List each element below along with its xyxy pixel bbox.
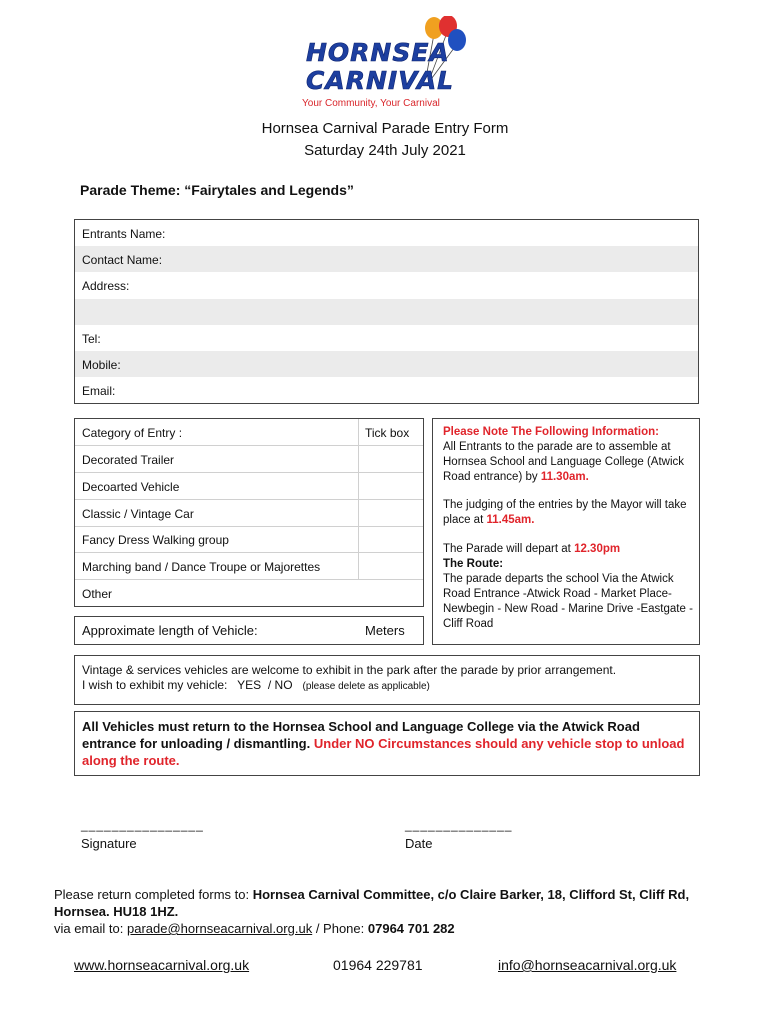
tick-box-header: Tick box [365, 426, 410, 440]
judging-info: The judging of the entries by the Mayor will take place at 11.45am. [443, 499, 687, 526]
return-address: Hornsea Carnival Committee, c/o Claire Barker, 18, Clifford St, Cliff Rd, Hornsea. HU18 1HZ. [54, 887, 690, 919]
category-label: Decorated Trailer [82, 453, 175, 467]
category-row[interactable] [75, 473, 423, 500]
category-row[interactable] [75, 500, 423, 527]
exhibit-yes-no[interactable]: I wish to exhibit my vehicle: YES / NO [82, 678, 293, 692]
assembly-info: All Entrants to the parade are to assemble at Hornsea School and Language College (Atwick Road entrance) by 11.30am. [443, 441, 685, 483]
date-label: Date [405, 836, 433, 851]
no-stop-warning: Under NO Circumstances should any vehicle stop to unload along the route. [82, 736, 685, 768]
info-email-link[interactable]: info@hornseacarnival.org.uk [498, 957, 677, 973]
information-box [432, 418, 700, 645]
category-row[interactable] [75, 580, 423, 607]
website-link[interactable]: www.hornseacarnival.org.uk [74, 957, 250, 973]
category-label: Marching band / Dance Troupe or Majorettes [82, 560, 321, 574]
vintage-info: Vintage & services vehicles are welcome to exhibit in the park after the parade by prior arrangement. [82, 663, 617, 677]
depart-info: The Parade will depart at 12.30pm [443, 543, 621, 555]
parade-phone: 07964 701 282 [367, 921, 455, 936]
address-line2-field[interactable] [75, 299, 698, 325]
logo-text-hornsea: HORNSEA [306, 38, 450, 67]
mobile-field[interactable]: Mobile: [75, 351, 698, 377]
category-label: Fancy Dress Walking group [82, 533, 229, 547]
route-label: The Route: [443, 558, 504, 570]
vintage-exhibit-box [74, 655, 700, 705]
vehicle-length-field[interactable] [74, 616, 424, 645]
category-header: Category of Entry : [75, 419, 423, 446]
category-row[interactable] [75, 553, 423, 580]
logo-text-carnival: CARNIVAL [306, 66, 455, 95]
return-instructions-block [54, 886, 714, 937]
footer-phone: 01964 229781 [333, 957, 423, 973]
category-table [74, 418, 424, 607]
signature-label: Signature [81, 836, 137, 851]
category-label: Other [82, 587, 113, 601]
delete-note: (please delete as applicable) [302, 681, 430, 692]
logo-tagline: Your Community, Your Carnival [302, 98, 440, 109]
category-label: Classic / Vintage Car [82, 507, 194, 521]
return-prefix: Please return completed forms to: [54, 887, 250, 902]
category-row[interactable] [75, 526, 423, 553]
return-instructions: All Vehicles must return to the Hornsea School and Language College via the Atwick Road entrance for unloading / dismantling. [82, 719, 640, 751]
entrant-details-box [74, 219, 699, 404]
category-row[interactable] [75, 446, 423, 473]
vehicle-length-unit: Meters [365, 623, 405, 638]
date-line[interactable]: ______________ [405, 818, 513, 832]
carnival-logo [300, 16, 470, 112]
contact-name-field[interactable]: Contact Name: [75, 246, 698, 272]
route-text: The parade departs the school Via the Atwick Road Entrance -Atwick Road - Market Place- Newbegin - New Road - Marine Drive -Eastgate - Cliff Road [443, 573, 693, 630]
parade-email-link[interactable]: parade@hornseacarnival.org.uk [127, 921, 313, 936]
entrants-name-field[interactable]: Entrants Name: [82, 227, 166, 241]
phone-prefix: / Phone: [312, 921, 365, 936]
signature-line[interactable]: ________________ [81, 818, 204, 832]
form-date: Saturday 24th July 2021 [304, 142, 466, 159]
email-prefix: via email to: [54, 921, 124, 936]
info-heading: Please Note The Following Information: [443, 426, 659, 438]
parade-theme: Parade Theme: “Fairytales and Legends” [80, 182, 354, 198]
category-label: Decoarted Vehicle [82, 480, 180, 494]
address-field[interactable]: Address: [82, 279, 130, 293]
vehicle-length-label: Approximate length of Vehicle: [82, 623, 258, 638]
form-title: Hornsea Carnival Parade Entry Form [261, 120, 509, 137]
tel-field[interactable]: Tel: [82, 332, 101, 346]
vehicle-return-notice [74, 711, 700, 776]
email-field[interactable]: Email: [82, 384, 116, 398]
